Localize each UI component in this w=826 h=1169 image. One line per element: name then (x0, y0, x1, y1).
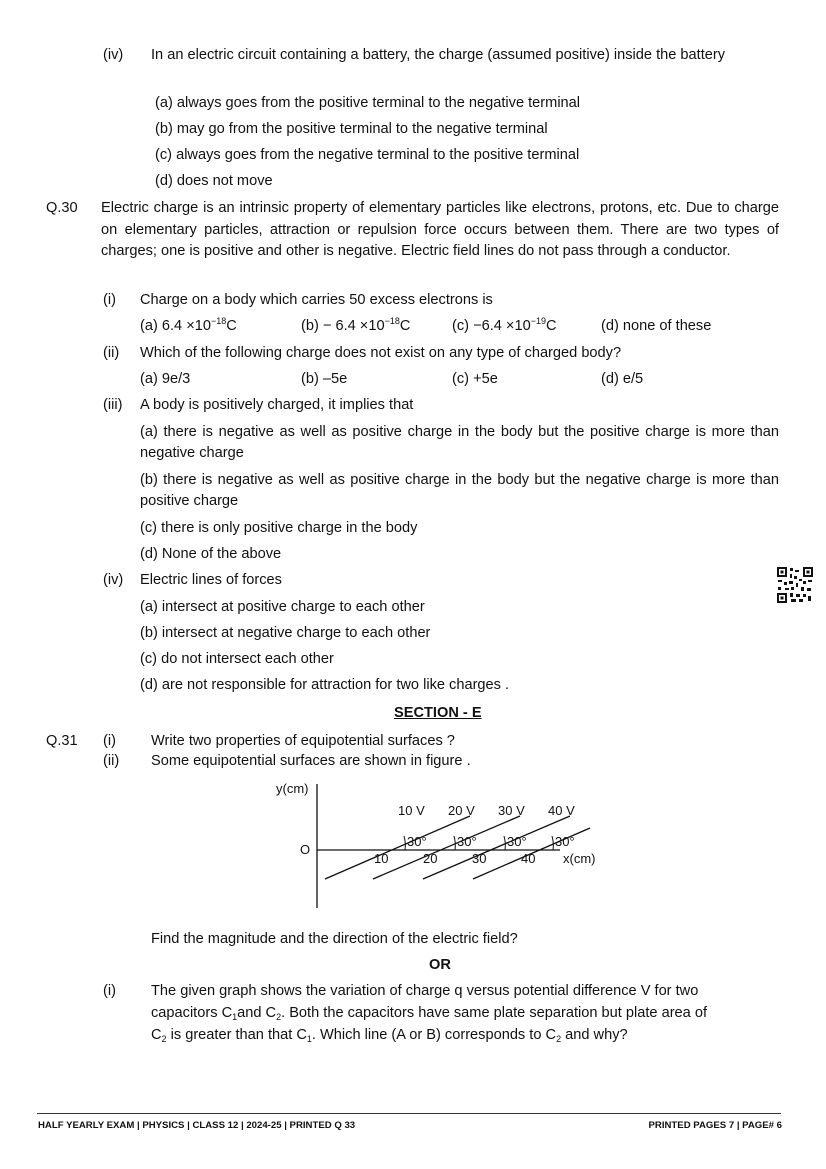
question-number: (ii) (103, 345, 120, 361)
angle-label: 30° (407, 834, 427, 849)
option-a: (a) always goes from the positive terminal to the negative terminal (155, 95, 581, 111)
question-text: Which of the following charge does not exist on any type of charged body? (140, 345, 622, 361)
potential-label: 40 V (548, 803, 575, 818)
option-a: (a) intersect at positive charge to each other (140, 599, 425, 615)
potential-label: 20 V (448, 803, 475, 818)
question-number: Q.30 (46, 200, 78, 216)
option-b: (b) –5e (301, 371, 348, 387)
origin-label: O (300, 842, 311, 857)
section-heading: SECTION - E (394, 705, 482, 721)
option-a: (a) $6.4 \times 10^{-18}C$ (140, 316, 237, 334)
option-d: (d) e/5 (601, 371, 644, 387)
question-text: A body is positively charged, it implies that (140, 397, 414, 413)
question-text: In an electric circuit containing a battery, the charge (assumed positive) inside the battery (151, 47, 726, 63)
question-number: (iv) (103, 47, 124, 63)
question-number: (i) (103, 733, 116, 749)
question-text: capacitors $C_1and$ $C_2$. Both the capacitors have same plate separation but plate area of (151, 1005, 708, 1022)
question-number: (iii) (103, 397, 123, 413)
option-b: (b) may go from the positive terminal to the negative terminal (155, 121, 548, 137)
question-number: (ii) (103, 753, 120, 769)
question-text: Electric lines of forces (140, 572, 282, 588)
footer-divider (37, 1113, 781, 1114)
option-d: (d) None of the above (140, 546, 282, 562)
x-tick-label: 30 (472, 851, 487, 866)
option-b: (b) intersect at negative charge to each other (140, 625, 431, 641)
question-text: Write two properties of equipotential surfaces ? (151, 733, 455, 749)
equipotential-figure (270, 776, 610, 912)
qr-code-icon (776, 566, 814, 604)
question-text: Find the magnitude and the direction of the electric field? (151, 931, 518, 947)
y-axis-label: y(cm) (276, 781, 309, 796)
angle-arc (504, 836, 505, 850)
option-c: (c) there is only positive charge in the body (140, 520, 418, 536)
question-text: Some equipotential surfaces are shown in figure . (151, 753, 471, 769)
option-c: (c) do not intersect each other (140, 651, 334, 667)
question-number: Q.31 (46, 733, 78, 749)
or-separator: OR (429, 957, 451, 973)
option-d: (d) none of these (601, 318, 712, 334)
option-d: (d) does not move (155, 173, 273, 189)
angle-arc (454, 836, 455, 850)
angle-arc (404, 836, 405, 850)
equipotential-line (325, 816, 470, 879)
x-tick-label: 10 (374, 851, 389, 866)
angle-label: 30° (457, 834, 477, 849)
option-c: (c) +5e (452, 371, 498, 387)
option-b: $(b) - 6.4 \times 10^{-18}C$ (301, 316, 411, 334)
potential-label: 10 V (398, 803, 425, 818)
question-text: $C_2$ is greater than that $C_1$. Which line (A or B) corresponds to $C_2$ and why? (151, 1027, 628, 1044)
question-number: (i) (103, 983, 116, 999)
angle-arc (552, 836, 553, 850)
x-tick-label: 20 (423, 851, 438, 866)
potential-label: 30 V (498, 803, 525, 818)
option-a: (a) there is negative as well as positive charge in the body but the positive charge is more than negative charge (140, 424, 779, 461)
x-tick-label: 40 (521, 851, 536, 866)
option-b: (b) there is negative as well as positive charge in the body but the negative charge is more than positive charge (140, 472, 779, 509)
question-text: Charge on a body which carries 50 excess electrons is (140, 292, 493, 308)
option-d: (d) are not responsible for attraction for two like charges . (140, 677, 510, 693)
x-axis-label: x(cm) (563, 851, 596, 866)
case-study-passage: Electric charge is an intrinsic property of elementary particles like electrons, protons, etc. Due to charge on elementary particles, attraction or repulsion force occurs between them. There are two types of charges; one is positive and other is negative. Electric field lines do not pass through a conductor. (101, 200, 779, 259)
question-text: The given graph shows the variation of charge q versus potential difference V for two (151, 983, 699, 999)
option-a: (a) 9e/3 (140, 371, 191, 387)
angle-label: 30° (507, 834, 527, 849)
question-number: (i) (103, 292, 116, 308)
option-c: $(c) -6.4 \times 10^{-19}C$ (452, 316, 557, 334)
option-c: (c) always goes from the negative terminal to the positive terminal (155, 147, 580, 163)
angle-label: 30° (555, 834, 575, 849)
footer-left: HALF YEARLY EXAM | PHYSICS | CLASS 12 | 2024-25 | PRINTED Q 33 (38, 1120, 356, 1131)
question-number: (iv) (103, 572, 124, 588)
footer-page-number: PRINTED PAGES 7 | PAGE# 6 (648, 1120, 782, 1131)
